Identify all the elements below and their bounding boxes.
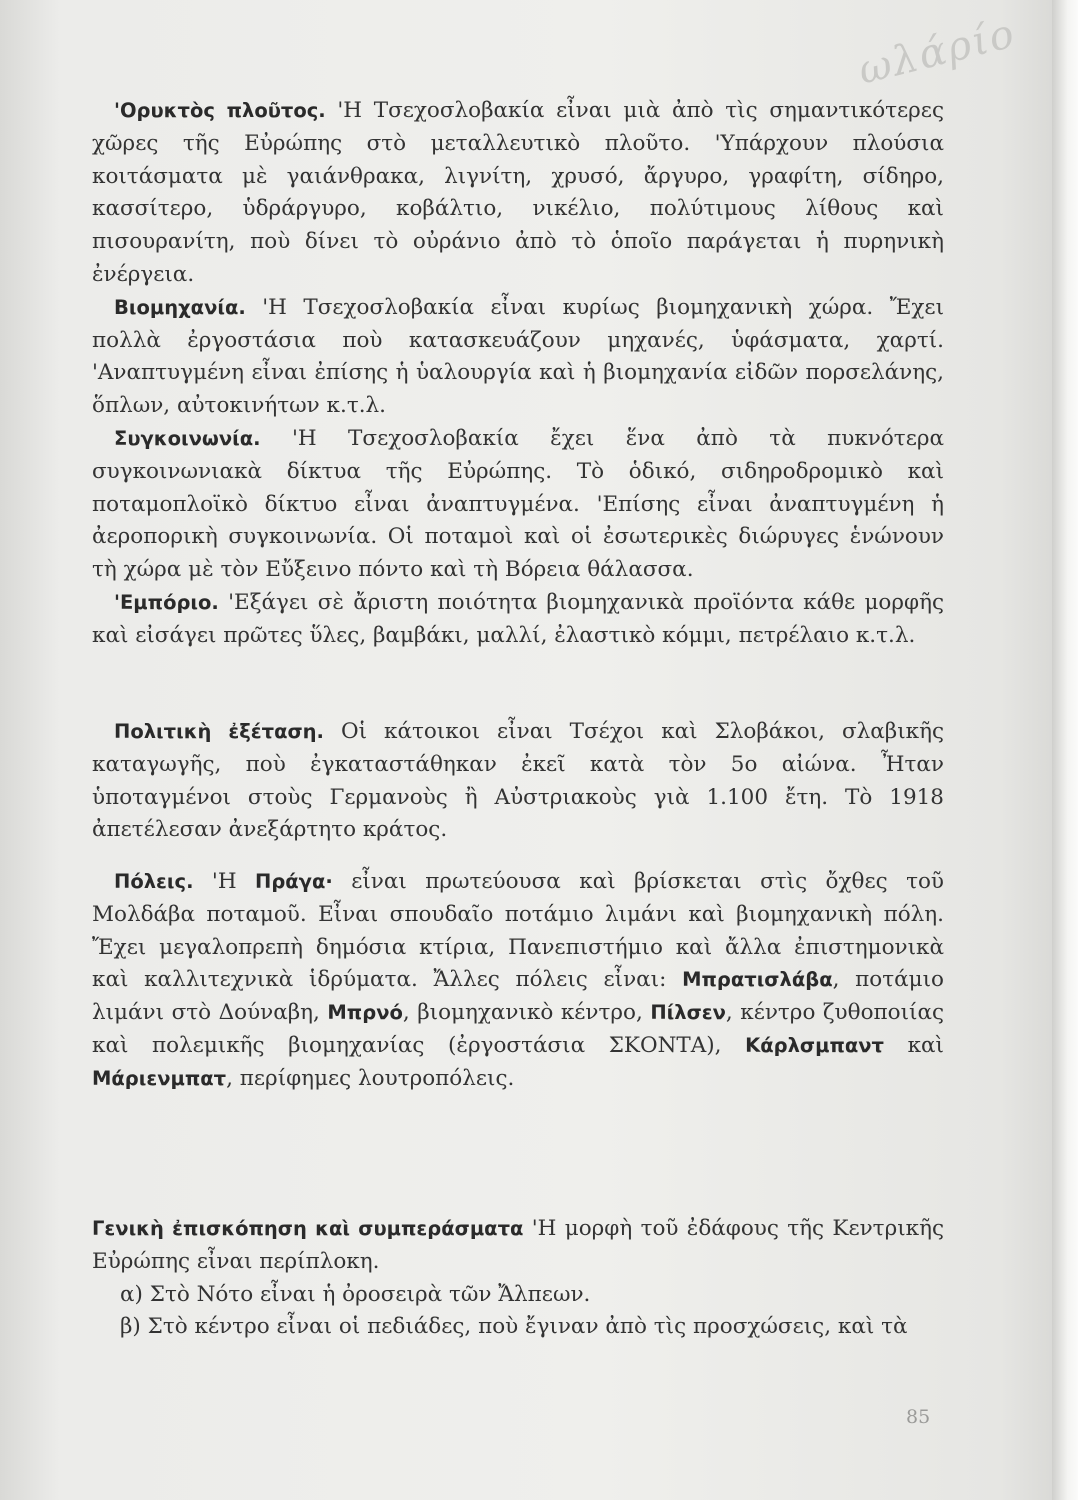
paragraph-cities [92, 866, 944, 1096]
text-cities-6: καὶ [884, 1032, 944, 1058]
heading-transport: Συγκοινωνία. [114, 426, 261, 450]
paragraph-summary [92, 1213, 944, 1279]
heading-industry: Βιομηχανία. [114, 295, 246, 319]
text-cities-3: , ποτάμιο λιμάνι στὸ Δούναβη, [92, 967, 944, 1026]
city-pilsen: Πίλσεν [650, 1001, 726, 1025]
text-block-political [92, 716, 944, 847]
text-industry: 'Η Τσεχοσλοβακία εἶναι κυρίως βιομηχανικὴ χώρα. Ἔχει πολλὰ ἐργοστάσια ποὺ κατασκευάζουν μηχανές, ὑφάσματα, χαρτί. 'Αναπτυγμένη εἶναι ἐπίσης ἡ ὑαλουργία καὶ ἡ βιομηχανία εἰδῶν πορσελάνης, ὅπλων, αὐτοκινήτων κ.τ.λ. [92, 294, 944, 419]
text-political: Οἱ κάτοικοι εἶναι Τσέχοι καὶ Σλοβάκοι, σλαβικῆς καταγωγῆς, ποὺ ἐγκαταστάθηκαν ἐκεῖ κατὰ τὸν 5ο αἰώνα. Ἦταν ὑποταγμένοι στοὺς Γερμανοὺς ἢ Αὐστριακοὺς γιὰ 1.100 ἔτη. Τὸ 1918 ἀπετέλεσαν ἀνεξάρτητο κράτος. [92, 719, 944, 843]
text-block-economy [92, 95, 944, 653]
heading-cities: Πόλεις. [114, 870, 194, 893]
page-number: 85 [906, 1406, 931, 1428]
city-bratislava: Μπρατισλάβα [682, 968, 833, 992]
paragraph-minerals [92, 95, 944, 292]
list-item: β) Στὸ κέντρο εἶναι οἱ πεδιάδες, ποὺ ἔγιναν ἀπὸ τὶς προσχώσεις, καὶ τὰ [120, 1314, 908, 1340]
text-transport: 'Η Τσεχοσλοβακία ἔχει ἕνα ἀπὸ τὰ πυκνότερα συγκοινωνιακὰ δίκτυα τῆς Εὐρώπης. Τὸ ὁδικό, σιδηροδρομικὸ καὶ ποταμοπλοϊκὸ δίκτυο εἶναι ἀναπτυγμένα. 'Επίσης εἶναι ἀναπτυγμένη ἡ ἀεροπορικὴ συγκοινωνία. Οἱ ποταμοὶ καὶ οἱ ἐσωτερικὲς διώρυγες ἑνώνουν τὴ χώρα μὲ τὸν Εὔξεινο πόντο καὶ τὴ Βόρεια θάλασσα. [92, 425, 944, 583]
list-item: α) Στὸ Νότο εἶναι ἡ ὀροσειρὰ τῶν Ἄλπεων. [120, 1281, 591, 1307]
paragraph-industry [92, 292, 944, 423]
text-cities-7: , περίφημες λουτροπόλεις. [226, 1065, 515, 1091]
text-summary: 'Η μορφὴ τοῦ ἐδάφους τῆς Κεντρικῆς Εὐρώπης εἶναι περίπλοκη. [92, 1216, 944, 1274]
text-block-summary [92, 1213, 944, 1344]
text-cities-1: 'Η [193, 869, 255, 894]
heading-trade: 'Εμπόριο. [114, 590, 219, 614]
text-block-cities [92, 866, 944, 1096]
heading-political: Πολιτικὴ ἐξέταση. [114, 720, 324, 743]
city-karlsbad: Κάρλσμπαντ [745, 1033, 884, 1057]
paragraph-trade [92, 587, 944, 653]
page-edge [1052, 0, 1078, 1500]
text-cities-2: εἶναι πρωτεύουσα καὶ βρίσκεται στὶς ὄχθες τοῦ Μολδάβα ποταμοῦ. Εἶναι σπουδαῖο ποτάμιο λιμάνι καὶ βιομηχανικὴ πόλη. Ἔχει μεγαλοπρεπὴ δημόσια κτίρια, Πανεπιστήμιο καὶ ἄλλα ἐπιστημονικὰ καὶ καλλιτεχνικὰ ἱδρύματα. Ἄλλες πόλεις εἶναι: [92, 869, 944, 993]
heading-summary: Γενικὴ ἐπισκόπηση καὶ συμπεράσματα [92, 1217, 524, 1240]
city-brno: Μπρνό [327, 1001, 403, 1025]
heading-minerals: 'Ορυκτὸς πλοῦτος. [114, 99, 326, 122]
city-marienbad: Μάριενμπατ [92, 1066, 227, 1090]
paragraph-political [92, 716, 944, 847]
text-cities-4: , βιομηχανικὸ κέντρο, [402, 1000, 651, 1026]
text-trade: 'Εξάγει σὲ ἄριστη ποιότητα βιομηχανικὰ προϊόντα κάθε μορφῆς καὶ εἰσάγει πρῶτες ὕλες, βαμβάκι, μαλλί, ἐλαστικὸ κόμμι, πετρέλαιο κ.τ.λ. [92, 589, 944, 648]
text-minerals: 'Η Τσεχοσλοβακία εἶναι μιὰ ἀπὸ τὶς σημαντικότερες χῶρες τῆς Εὐρώπης στὸ μεταλλευτικὸ πλοῦτο. 'Υπάρχουν πλούσια κοιτάσματα μὲ γαιάνθρακα, λιγνίτη, χρυσό, ἄργυρο, γραφίτη, σίδηρο, κασσίτερο, ὑδράργυρο, κοβάλτιο, νικέλιο, πολύτιμους λίθους καὶ πισουρανίτη, ποὺ δίνει τὸ οὐράνιο ἀπὸ τὸ ὁποῖο παράγεται ἡ πυρηνικὴ ἐνέργεια. [92, 98, 944, 287]
text-cities-5: , κέντρο ζυθοποιίας καὶ πολεμικῆς βιομηχανίας (ἐργοστάσια ΣΚΟΝΤΑ), [92, 1000, 945, 1058]
city-prague: Πράγα· [255, 870, 333, 893]
paragraph-transport [92, 423, 944, 587]
handwritten-note: ωλάρίο [853, 10, 1021, 94]
